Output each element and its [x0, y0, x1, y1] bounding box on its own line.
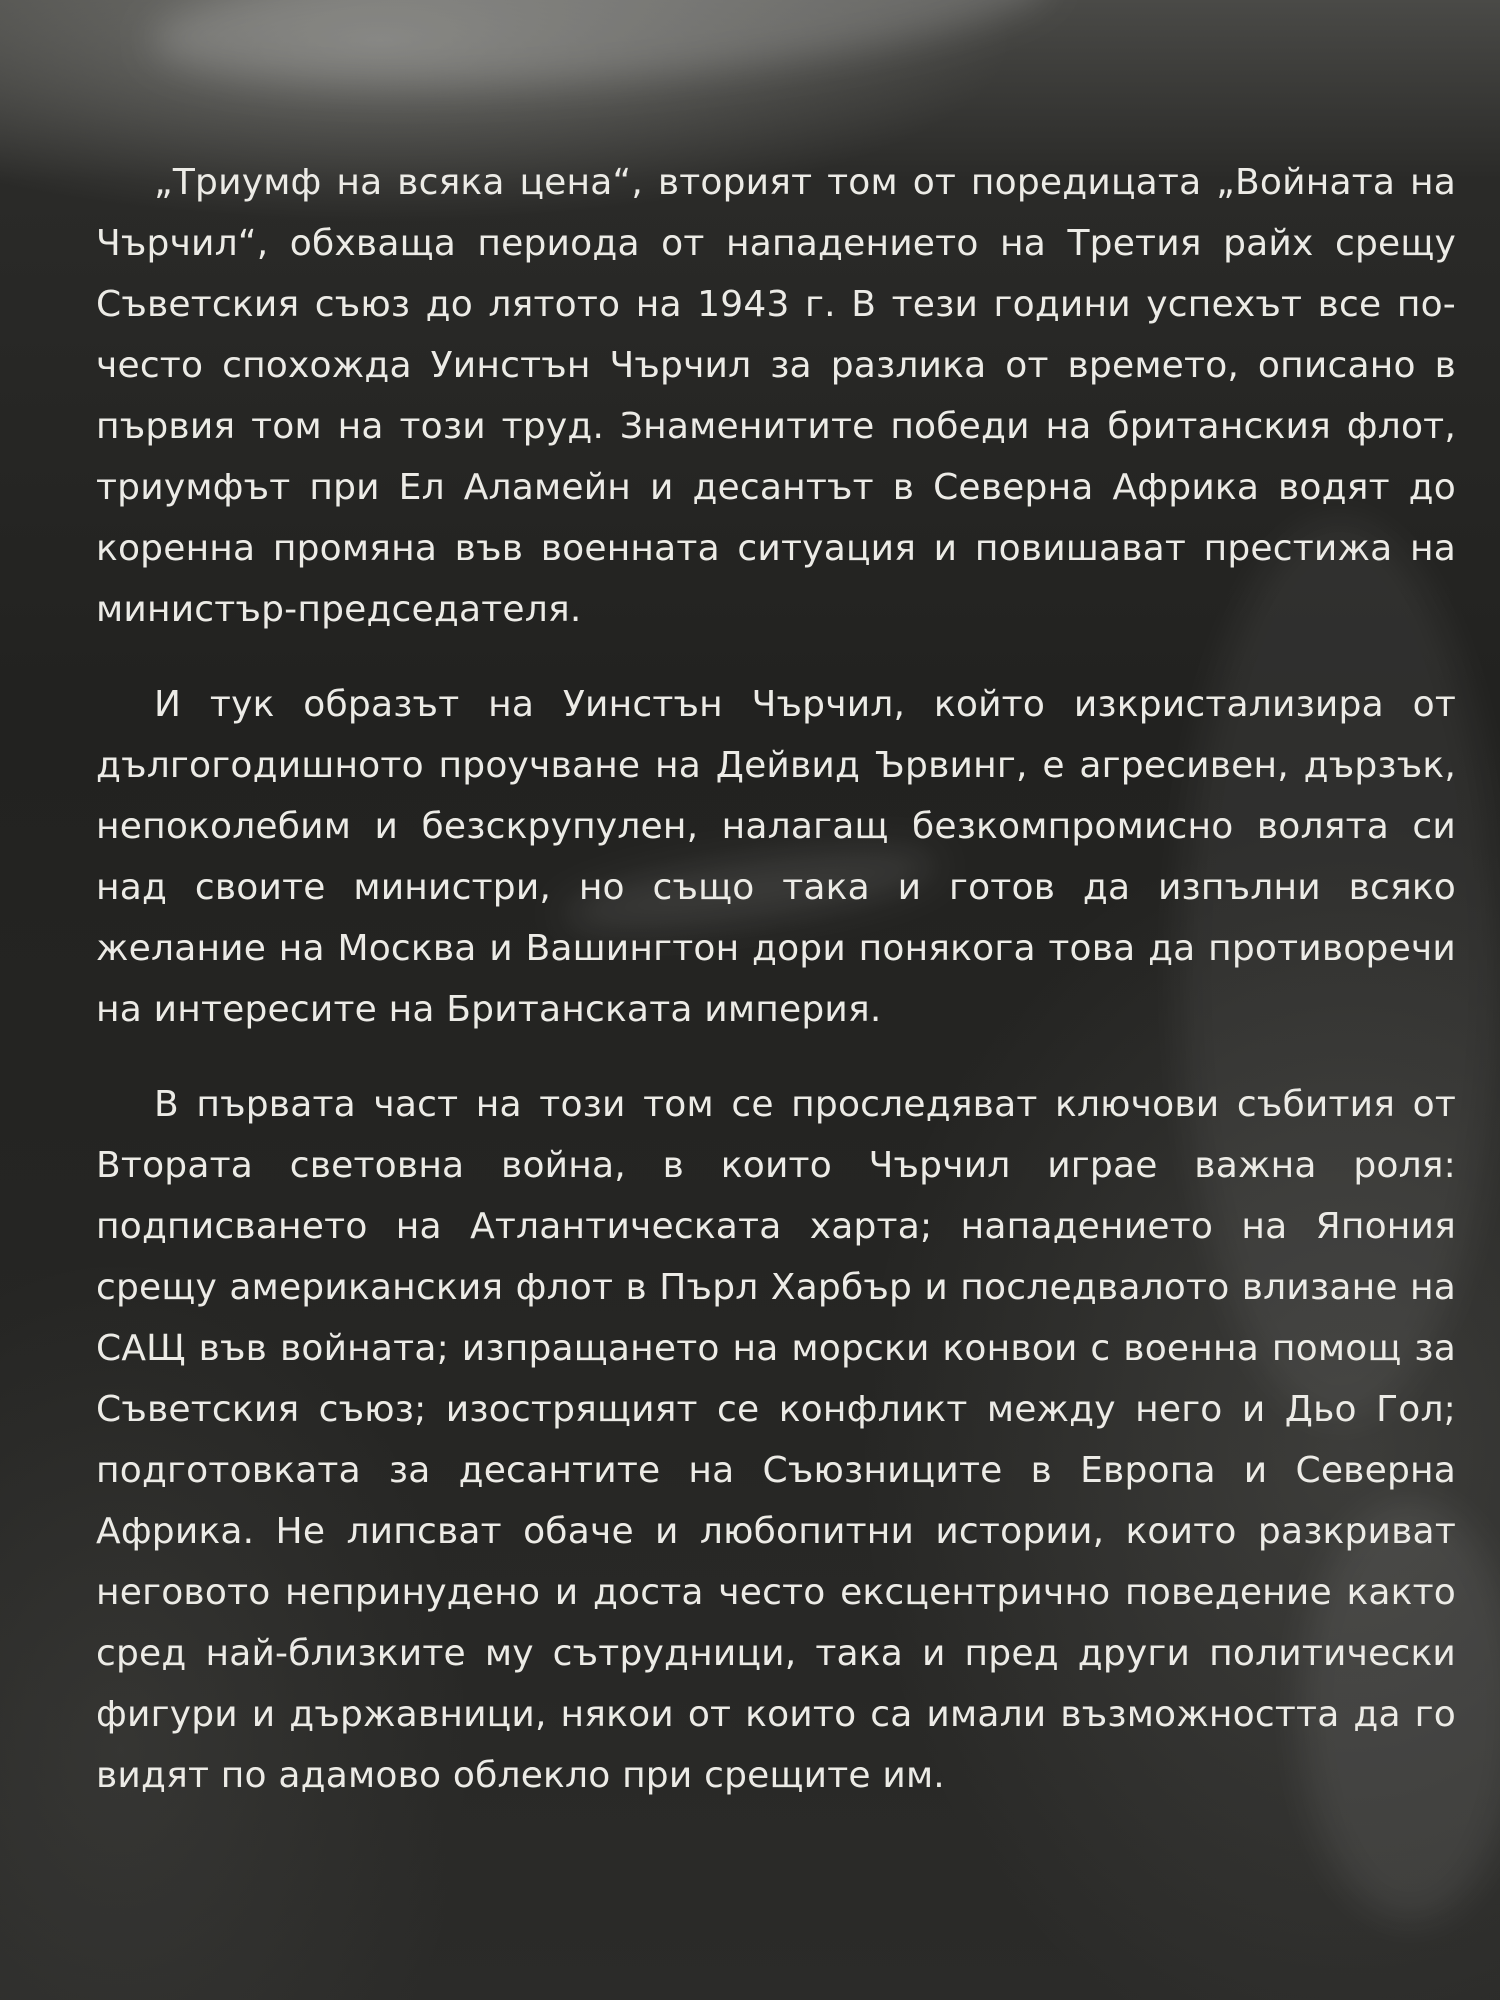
blurb-paragraph-2: И тук образът на Уинстън Чърчил, който изкристализира от дългогодишното проучване на Дейвид Ървинг, е агресивен, дързък, непоколебим и безскрупулен, налагащ безкомпромисно волята си над своите министри, но също така и готов да изпълни всяко желание на Москва и Вашингтон дори понякога това да противоречи на интересите на Британската империя. — [96, 684, 1456, 1030]
blurb-text — [96, 152, 1456, 1840]
plastic-wrap-glare — [146, 0, 1054, 111]
blurb-paragraph-1: „Триумф на всяка цена“, вторият том от поредицата „Войната на Чърчил“, обхваща периода от нападението на Третия райх срещу Съветския съюз до лятото на 1943 г. В тези години успехът все по-често спохожда Уинстън Чърчил за разлика от времето, описано в първия том на този труд. Знаменитите победи на британския флот, триумфът при Ел Аламейн и десантът в Северна Африка водят до коренна промяна във военната ситуация и повишават престижа на министър-председателя. — [96, 162, 1456, 630]
blurb-paragraph-3: В първата част на този том се проследяват ключови събития от Втората световна война, в които Чърчил играе важна роля: подписването на Атлантическата харта; нападението на Япония срещу американския флот в Пърл Харбър и последвалото влизане на САЩ във войната; изпращането на морски конвои с военна помощ за Съветския съюз; изострящият се конфликт между него и Дьо Гол; подготовката за десантите на Съюзниците в Европа и Северна Африка. Не липсват обаче и любопитни истории, които разкриват неговото непринудено и доста често ексцентрично поведение както сред най-близките му сътрудници, така и пред други политически фигури и държавници, някои от които са имали възможността да го видят по адамово облекло при срещите им. — [96, 1084, 1456, 1796]
